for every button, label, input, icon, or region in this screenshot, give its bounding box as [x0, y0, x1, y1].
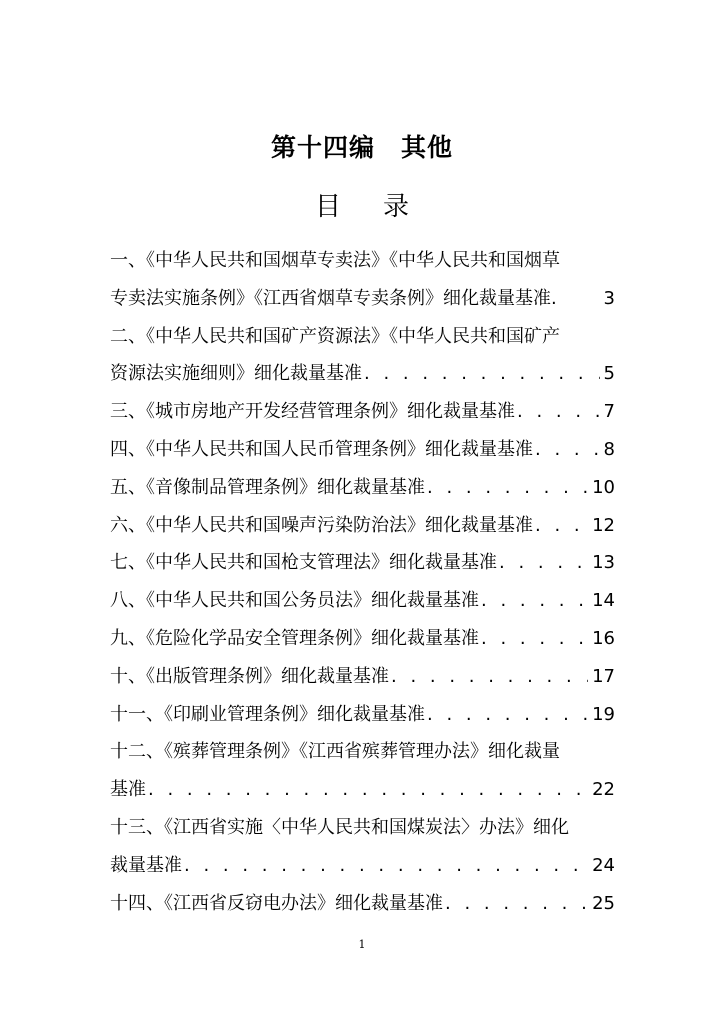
toc-entry-text: 十四、《江西省反窃电办法》细化裁量基准 [110, 892, 443, 914]
dot-leader [535, 507, 588, 545]
dot-leader [427, 469, 588, 507]
dot-leader [517, 393, 600, 431]
toc-page-number: 14 [592, 590, 615, 612]
dot-leader [535, 431, 600, 469]
table-of-contents [110, 242, 615, 922]
toc-page-number: 13 [592, 552, 615, 574]
toc-entry-text: 七、《中华人民共和国枪支管理法》细化裁量基准 [110, 552, 497, 574]
toc-entry-text: 裁量基准 [110, 854, 182, 876]
toc-entry-3[interactable] [110, 393, 615, 431]
toc-page-number: 25 [592, 892, 615, 914]
toc-page-number: 12 [592, 514, 615, 536]
dot-leader [445, 885, 588, 923]
toc-entry-2[interactable] [110, 318, 615, 394]
toc-entry-11[interactable] [110, 696, 615, 734]
toc-entry-8[interactable] [110, 582, 615, 620]
toc-entry-text: 一、《中华人民共和国烟草专卖法》《中华人民共和国烟草 [110, 250, 560, 271]
toc-page-number: 16 [592, 627, 615, 649]
dot-leader [481, 620, 588, 658]
toc-entry-text: 四、《中华人民共和国人民币管理条例》细化裁量基准 [110, 438, 533, 460]
toc-entry-13[interactable] [110, 809, 615, 885]
dot-leader [364, 355, 600, 393]
toc-entry-text: 五、《音像制品管理条例》细化裁量基准 [110, 476, 425, 498]
toc-entry-5[interactable] [110, 469, 615, 507]
toc-entry-text: 基准 [110, 779, 146, 801]
dot-leader [184, 847, 588, 885]
toc-entry-text: 三、《城市房地产开发经营管理条例》细化裁量基准 [110, 401, 515, 423]
dot-leader [391, 658, 588, 696]
page-number: 1 [358, 938, 366, 951]
toc-page-number: 3 [603, 287, 615, 309]
toc-entry-text: 八、《中华人民共和国公务员法》细化裁量基准 [110, 590, 479, 612]
toc-entry-text: 专卖法实施条例》《江西省烟草专卖条例》细化裁量基准 [110, 287, 551, 309]
toc-page-number: 8 [603, 438, 615, 460]
toc-entry-4[interactable] [110, 431, 615, 469]
dot-leader [551, 280, 604, 318]
toc-entry-text: 资源法实施细则》细化裁量基准 [110, 363, 362, 385]
toc-entry-6[interactable] [110, 507, 615, 545]
toc-page-number: 17 [592, 665, 615, 687]
dot-leader [148, 771, 588, 809]
toc-entry-text: 十二、《殡葬管理条例》《江西省殡葬管理办法》细化裁量 [110, 741, 560, 763]
toc-page-number: 19 [592, 703, 615, 725]
toc-entry-7[interactable] [110, 544, 615, 582]
toc-entry-14[interactable] [110, 885, 615, 923]
toc-entry-12[interactable] [110, 733, 615, 809]
toc-page-number: 7 [603, 401, 615, 423]
toc-entry-1[interactable] [110, 242, 615, 318]
toc-entry-text: 十、《出版管理条例》细化裁量基准 [110, 665, 389, 687]
dot-leader [427, 696, 588, 734]
part-title: 第十四编 其他 [270, 133, 453, 162]
toc-heading [0, 186, 724, 223]
toc-entry-text: 六、《中华人民共和国噪声污染防治法》细化裁量基准 [110, 514, 533, 536]
toc-page-number: 5 [603, 363, 615, 385]
dot-leader [499, 544, 588, 582]
toc-entry-10[interactable] [110, 658, 615, 696]
toc-heading-char-2: 录 [383, 192, 410, 222]
toc-heading-char-1: 目 [314, 192, 341, 222]
toc-entry-text: 二、《中华人民共和国矿产资源法》《中华人民共和国矿产 [110, 325, 560, 347]
toc-page-number: 22 [592, 779, 615, 801]
toc-entry-text: 十一、《印刷业管理条例》细化裁量基准 [110, 703, 425, 725]
toc-page-number: 24 [592, 854, 615, 876]
toc-entry-text: 九、《危险化学品安全管理条例》细化裁量基准 [110, 627, 479, 649]
toc-page-number: 10 [592, 476, 615, 498]
dot-leader [481, 582, 588, 620]
toc-entry-9[interactable] [110, 620, 615, 658]
toc-entry-text: 十三、《江西省实施〈中华人民共和国煤炭法〉办法》细化 [110, 816, 569, 838]
